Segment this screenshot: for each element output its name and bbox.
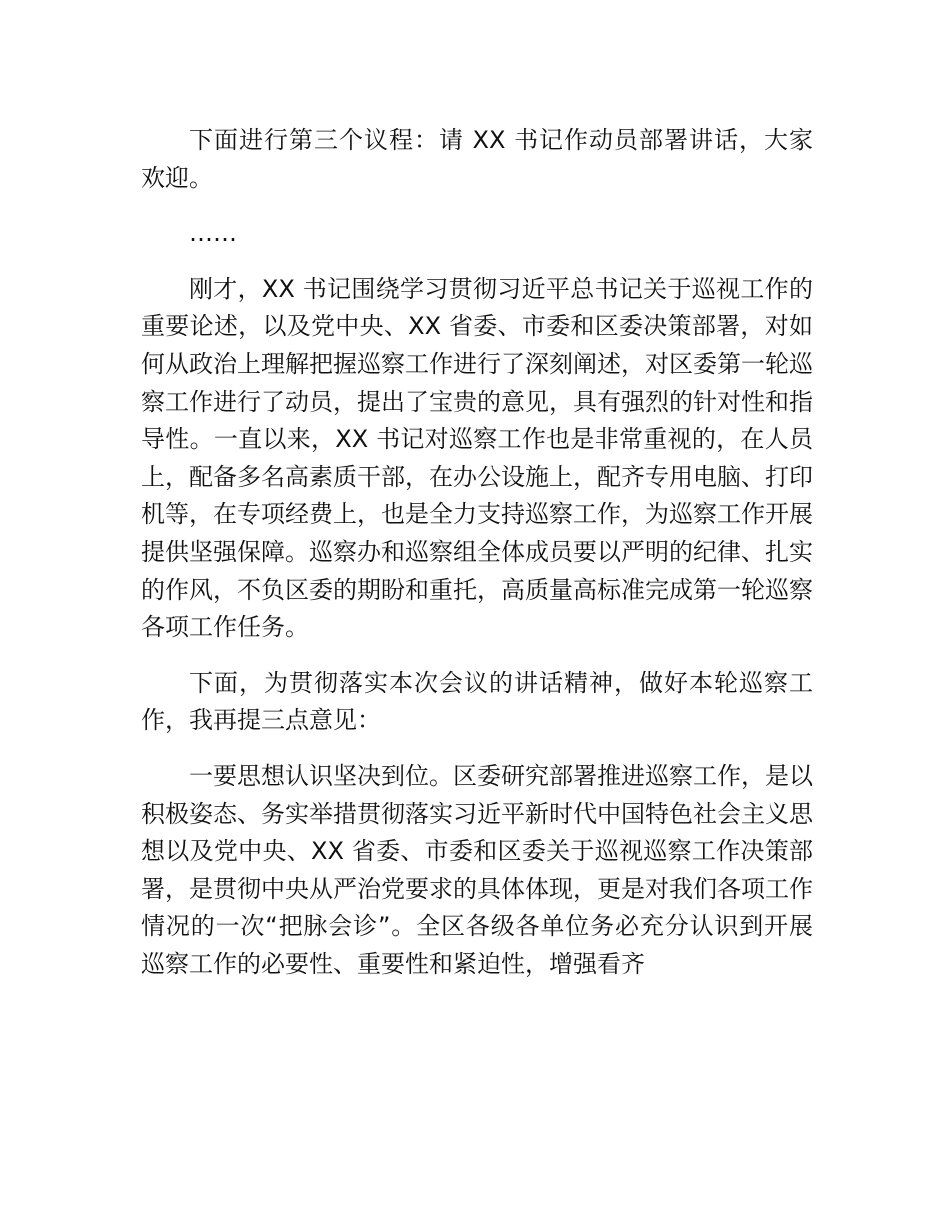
- paragraph-opinion-one: 一要思想认识坚决到位。区委研究部署推进巡察工作，是以积极姿态、务实举措贯彻落实习近平新时代中国特色社会主义思想以及党中央、XX 省委、市委和区委关于巡视巡察工作决策部署，是贯彻中央从严治党要求的具体体现，更是对我们各项工作情况的一次“把脉会诊”。全区各级各单位务必充分认识到开展巡察工作的必要性、重要性和紧迫性，增强看齐: [141, 761, 813, 978]
- paragraph-agenda: 下面进行第三个议程：请 XX 书记作动员部署讲话，大家欢迎。: [141, 126, 813, 192]
- paragraph-ellipsis: ……: [189, 219, 237, 248]
- paragraph-summary: 刚才，XX 书记围绕学习贯彻习近平总书记关于巡视工作的重要论述，以及党中央、XX 省委、市委和区委决策部署，对如何从政治上理解把握巡察工作进行了深刻阐述，对区委第一轮巡察工作进行了动员，提出了宝贵的意见，具有强烈的针对性和指导性。一直以来，XX 书记对巡察工作也是非常重视的，在人员上，配备多名高素质干部，在办公设施上，配齐专用电脑、打印机等，在专项经费上，也是全力支持巡察工作，为巡察工作开展提供坚强保障。巡察办和巡察组全体成员要以严明的纪律、扎实的作风，不负区委的期盼和重托，高质量高标准完成第一轮巡察各项工作任务。: [141, 274, 813, 642]
- document-body: [141, 122, 813, 1001]
- paragraph-intro-opinions: 下面，为贯彻落实本次会议的讲话精神，做好本轮巡察工作，我再提三点意见：: [141, 668, 813, 735]
